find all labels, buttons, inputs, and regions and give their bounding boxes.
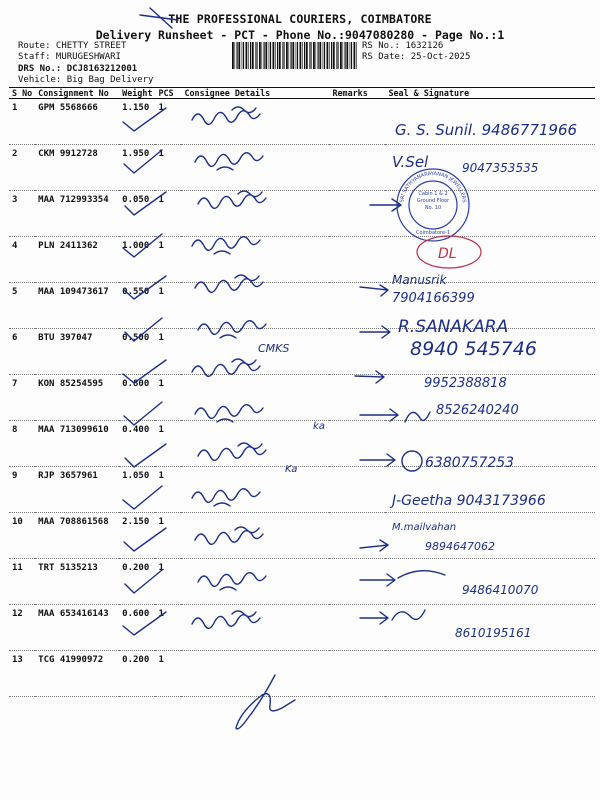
cell-consignment-no: CKM 9912728 (35, 145, 119, 191)
barcode-bar (331, 42, 332, 69)
cell-remarks (329, 145, 385, 191)
barcode-bar (340, 42, 342, 69)
cell-weight: 0.500 (119, 329, 155, 375)
col-remarks: Remarks (329, 88, 385, 99)
cell-consignee (181, 375, 329, 421)
barcode-bar (283, 42, 284, 69)
cell-consignment-no: TCG 41990972 (35, 651, 119, 697)
cell-seal-signature (385, 605, 595, 651)
cell-consignment-no: BTU 397047 (35, 329, 119, 375)
phone-row-2: 9047353535 (462, 161, 539, 175)
cell-consignment-no: MAA 708861568 (35, 513, 119, 559)
cell-weight: 0.200 (119, 651, 155, 697)
cell-consignee (181, 145, 329, 191)
barcode-bar (275, 42, 276, 69)
phone-row-9: 6380757253 (425, 455, 515, 471)
barcode-bar (269, 42, 270, 69)
table-row (9, 329, 595, 375)
barcode-bar (286, 42, 288, 69)
barcode-bar (237, 42, 238, 69)
cell-weight: 1.000 (119, 237, 155, 283)
barcode-bar (350, 42, 351, 69)
cell-remarks (329, 99, 385, 145)
cell-consignment-no: MAA 653416143 (35, 605, 119, 651)
cell-pcs: 1 (155, 237, 181, 283)
barcode-bar (238, 42, 240, 69)
rs-date: RS Date: 25-Oct-2025 (362, 52, 471, 62)
cell-pcs: 1 (155, 145, 181, 191)
rs-number: RS No.: 1632126 (362, 41, 444, 51)
stamp-line-4: No. 10 (424, 205, 442, 211)
cell-sno: 5 (9, 283, 35, 329)
barcode-bar (259, 42, 261, 69)
table-row (9, 283, 595, 329)
barcode-bar (242, 42, 243, 69)
cell-weight: 2.150 (119, 513, 155, 559)
cell-weight: 0.200 (119, 559, 155, 605)
barcode-bar (232, 42, 234, 69)
table-row (9, 651, 595, 697)
barcode-bar (296, 42, 297, 69)
cell-sno: 10 (9, 513, 35, 559)
barcode-bar (319, 42, 321, 69)
cell-weight: 0.800 (119, 375, 155, 421)
cell-pcs: 1 (155, 651, 181, 697)
barcode-bar (327, 42, 329, 69)
barcode-bar (302, 42, 303, 69)
cell-pcs: 1 (155, 421, 181, 467)
phone-row-8: 8526240240 (436, 403, 519, 418)
cell-consignee (181, 329, 329, 375)
cell-weight: 1.950 (119, 145, 155, 191)
cell-remarks (329, 605, 385, 651)
col-pcs: PCS (155, 88, 181, 99)
barcode-bar (323, 42, 324, 69)
barcode-bar (337, 42, 338, 69)
cell-weight: 0.400 (119, 421, 155, 467)
runsheet-table (9, 87, 595, 697)
cell-pcs: 1 (155, 99, 181, 145)
barcode (232, 42, 358, 69)
cell-pcs: 1 (155, 467, 181, 513)
barcode-bar (252, 42, 254, 69)
barcode-bar (345, 42, 346, 69)
consignee-note-row-9: Ka (285, 464, 298, 475)
barcode-bar (262, 42, 263, 69)
cell-seal-signature (385, 99, 595, 145)
barcode-bar (248, 42, 249, 69)
cell-consignment-no: MAA 713099610 (35, 421, 119, 467)
cell-remarks (329, 467, 385, 513)
cell-weight: 0.050 (119, 191, 155, 237)
cell-seal-signature (385, 651, 595, 697)
table-row (9, 559, 595, 605)
cell-pcs: 1 (155, 329, 181, 375)
cell-remarks (329, 421, 385, 467)
barcode-bar (264, 42, 265, 69)
phone-row-6: 8940 545746 (410, 338, 537, 360)
table-header-row (9, 88, 595, 99)
table-row (9, 513, 595, 559)
cell-pcs: 1 (155, 605, 181, 651)
barcode-bar (289, 42, 290, 69)
cell-consignee (181, 605, 329, 651)
signature-row-6: R.SANAKARA (398, 317, 509, 337)
cell-sno: 3 (9, 191, 35, 237)
cell-remarks (329, 651, 385, 697)
drs-number: DRS No.: DCJ8163212001 (18, 64, 138, 74)
barcode-bar (273, 42, 275, 69)
table-row (9, 237, 595, 283)
cell-remarks (329, 237, 385, 283)
consignee-note-row-8: ka (313, 421, 325, 432)
cell-remarks (329, 191, 385, 237)
signature-row-11: M.mailvahan (392, 522, 457, 533)
barcode-bar (291, 42, 292, 69)
cell-consignment-no: MAA 712993354 (35, 191, 119, 237)
cell-seal-signature (385, 375, 595, 421)
cell-seal-signature (385, 559, 595, 605)
phone-row-12: 9486410070 (462, 583, 539, 597)
cell-consignment-no: TRT 5135213 (35, 559, 119, 605)
cell-pcs: 1 (155, 375, 181, 421)
barcode-bar (309, 42, 310, 69)
cell-consignee (181, 99, 329, 145)
col-seal-signature: Seal & Signature (385, 88, 595, 99)
col-weight: Weight (119, 88, 155, 99)
barcode-bar (292, 42, 294, 69)
barcode-bar (336, 42, 337, 69)
barcode-bar (306, 42, 308, 69)
cell-sno: 7 (9, 375, 35, 421)
stamp-line-2: Cabin 1 & 2 (418, 191, 448, 197)
barcode-bar (256, 42, 257, 69)
table-row (9, 467, 595, 513)
barcode-bar (304, 42, 305, 69)
cell-weight: 0.550 (119, 283, 155, 329)
barcode-bar (354, 42, 356, 69)
barcode-bar (300, 42, 302, 69)
staff: Staff: MURUGESHWARI (18, 52, 121, 62)
cell-seal-signature (385, 421, 595, 467)
company-title: THE PROFESSIONAL COURIERS, COIMBATORE (168, 12, 432, 26)
cell-pcs: 1 (155, 513, 181, 559)
cell-sno: 9 (9, 467, 35, 513)
cell-consignee (181, 513, 329, 559)
cell-remarks (329, 375, 385, 421)
cell-consignment-no: KON 85254595 (35, 375, 119, 421)
barcode-bar (277, 42, 278, 69)
vehicle: Vehicle: Big Bag Delivery (18, 75, 154, 85)
cell-consignment-no: GPM 5568666 (35, 99, 119, 145)
cell-consignee (181, 421, 329, 467)
phone-row-5: 7904166399 (392, 291, 475, 306)
table-row (9, 145, 595, 191)
cell-remarks (329, 329, 385, 375)
cell-consignee (181, 237, 329, 283)
signature-row-5: Manusrik (392, 273, 447, 287)
barcode-bar (346, 42, 348, 69)
barcode-bar (313, 42, 315, 69)
cell-sno: 1 (9, 99, 35, 145)
cell-seal-signature (385, 329, 595, 375)
cell-consignee (181, 651, 329, 697)
cell-sno: 2 (9, 145, 35, 191)
barcode-bar (270, 42, 271, 69)
cell-seal-signature (385, 467, 595, 513)
cell-remarks (329, 559, 385, 605)
col-consignment: Consignment No (35, 88, 119, 99)
stamp-line-3: Ground Floor (416, 198, 450, 204)
cell-consignment-no: RJP 3657961 (35, 467, 119, 513)
cell-consignment-no: MAA 109473617 (35, 283, 119, 329)
cell-pcs: 1 (155, 559, 181, 605)
consignee-note-row-7: CMKS (258, 342, 290, 355)
cell-seal-signature (385, 145, 595, 191)
barcode-bar (324, 42, 325, 69)
cell-consignee (181, 559, 329, 605)
table-row (9, 421, 595, 467)
cell-seal-signature (385, 191, 595, 237)
barcode-bar (310, 42, 311, 69)
phone-row-13: 8610195161 (455, 626, 532, 640)
barcode-bar (279, 42, 281, 69)
table-row (9, 605, 595, 651)
stamp-line-5: Coimbatore-1 (415, 230, 451, 236)
barcode-bar (329, 42, 330, 69)
cell-pcs: 1 (155, 191, 181, 237)
barcode-bar (255, 42, 256, 69)
phone-row-11: 9894647062 (425, 540, 495, 553)
signature-row-1: G. S. Sunil. 9486771966 (395, 121, 578, 139)
cell-sno: 11 (9, 559, 35, 605)
phone-row-7: 9952388818 (424, 376, 507, 391)
barcode-bar (356, 42, 357, 69)
cell-consignment-no: PLN 2411362 (35, 237, 119, 283)
barcode-bar (333, 42, 335, 69)
barcode-bar (282, 42, 283, 69)
signature-row-10: J-Geetha 9043173966 (392, 493, 546, 509)
cell-seal-signature (385, 283, 595, 329)
barcode-bar (265, 42, 267, 69)
cell-sno: 13 (9, 651, 35, 697)
cell-weight: 1.050 (119, 467, 155, 513)
route: Route: CHETTY STREET (18, 41, 127, 51)
barcode-bar (343, 42, 344, 69)
cell-weight: 0.600 (119, 605, 155, 651)
cell-remarks (329, 513, 385, 559)
dl-text: DL (438, 246, 457, 262)
cell-consignee (181, 283, 329, 329)
cell-sno: 12 (9, 605, 35, 651)
cell-sno: 8 (9, 421, 35, 467)
signature-row-2: V.Sel (392, 153, 429, 171)
stamp-line-1: SRI SATHYANARAYANAN JEWELLERS (399, 170, 467, 203)
runsheet-subtitle: Delivery Runsheet - PCT - Phone No.:9047080280 - Page No.:1 (95, 28, 505, 42)
cell-seal-signature (385, 513, 595, 559)
cell-remarks (329, 283, 385, 329)
cell-weight: 1.150 (119, 99, 155, 145)
barcode-bar (297, 42, 298, 69)
col-consignee: Consignee Details (181, 88, 329, 99)
cell-seal-signature (385, 237, 595, 283)
col-sno: S No (9, 88, 35, 99)
barcode-bar (351, 42, 352, 69)
cell-sno: 6 (9, 329, 35, 375)
cell-consignee (181, 467, 329, 513)
cell-pcs: 1 (155, 283, 181, 329)
barcode-bar (250, 42, 251, 69)
cell-consignee (181, 191, 329, 237)
barcode-bar (316, 42, 317, 69)
table-row (9, 375, 595, 421)
barcode-bar (243, 42, 244, 69)
barcode-bar (235, 42, 236, 69)
cell-sno: 4 (9, 237, 35, 283)
table-row (9, 99, 595, 145)
barcode-bar (246, 42, 248, 69)
barcode-bar (318, 42, 319, 69)
table-row (9, 191, 595, 237)
